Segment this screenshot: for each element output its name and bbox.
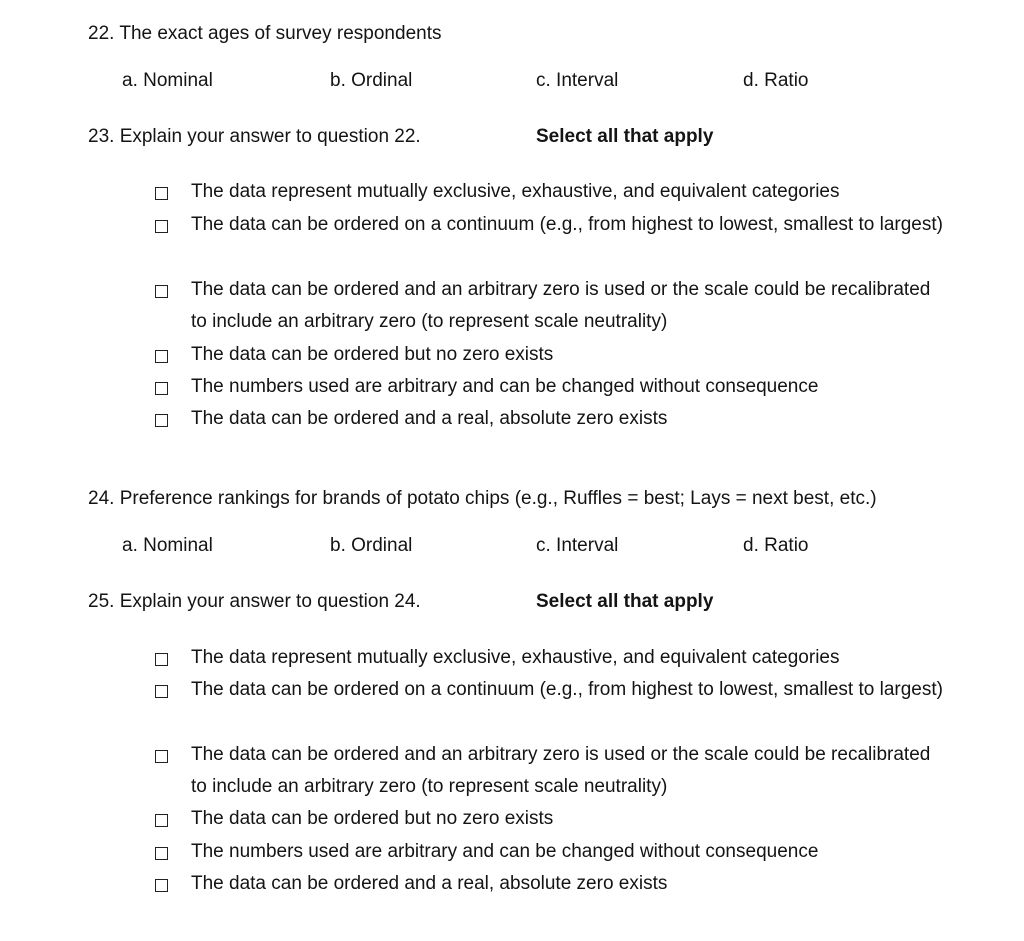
select-all-instruction-25: Select all that apply <box>536 591 714 612</box>
option-label: The data represent mutually exclusive, exhaustive, and equivalent categories <box>191 647 840 668</box>
choice-22-b[interactable]: b. Ordinal <box>330 70 413 91</box>
select-all-instruction-23: Select all that apply <box>536 126 714 147</box>
question-25: 25. Explain your answer to question 24. <box>88 591 421 612</box>
checkbox-icon[interactable] <box>155 847 168 860</box>
checkbox-icon[interactable] <box>155 750 168 763</box>
checkbox-icon[interactable] <box>155 382 168 395</box>
option-label: The data can be ordered and a real, absolute zero exists <box>191 408 668 429</box>
checkbox-icon[interactable] <box>155 814 168 827</box>
choice-22-a[interactable]: a. Nominal <box>122 70 213 91</box>
checkbox-icon[interactable] <box>155 653 168 666</box>
option-label: The data can be ordered on a continuum (e.g., from highest to lowest, smallest to largest) <box>191 679 943 700</box>
checkbox-icon[interactable] <box>155 414 168 427</box>
checkbox-icon[interactable] <box>155 685 168 698</box>
option-label: The data can be ordered but no zero exists <box>191 344 554 365</box>
choice-24-d[interactable]: d. Ratio <box>743 535 809 556</box>
checkbox-icon[interactable] <box>155 285 168 298</box>
option-label: The numbers used are arbitrary and can be changed without consequence <box>191 376 819 397</box>
choice-24-a[interactable]: a. Nominal <box>122 535 213 556</box>
option-label: The data represent mutually exclusive, exhaustive, and equivalent categories <box>191 181 840 202</box>
option-label: The data can be ordered but no zero exists <box>191 808 554 829</box>
question-22: 22. The exact ages of survey respondents <box>88 23 442 44</box>
checkbox-icon[interactable] <box>155 350 168 363</box>
choice-22-d[interactable]: d. Ratio <box>743 70 809 91</box>
question-23: 23. Explain your answer to question 22. <box>88 126 421 147</box>
choice-22-c[interactable]: c. Interval <box>536 70 619 91</box>
option-label: The data can be ordered and an arbitrary zero is used or the scale could be recalibrated to include an arbitrary zero (to represent scale neutrality) <box>191 744 931 797</box>
option-label: The numbers used are arbitrary and can be changed without consequence <box>191 841 819 862</box>
option-label: The data can be ordered on a continuum (e.g., from highest to lowest, smallest to largest) <box>191 214 943 235</box>
question-24: 24. Preference rankings for brands of potato chips (e.g., Ruffles = best; Lays = next best, etc.) <box>88 488 877 509</box>
checkbox-icon[interactable] <box>155 879 168 892</box>
option-label: The data can be ordered and an arbitrary zero is used or the scale could be recalibrated to include an arbitrary zero (to represent scale neutrality) <box>191 279 931 332</box>
option-label: The data can be ordered and a real, absolute zero exists <box>191 873 668 894</box>
checkbox-icon[interactable] <box>155 220 168 233</box>
choice-24-b[interactable]: b. Ordinal <box>330 535 413 556</box>
choice-24-c[interactable]: c. Interval <box>536 535 619 556</box>
checkbox-icon[interactable] <box>155 187 168 200</box>
